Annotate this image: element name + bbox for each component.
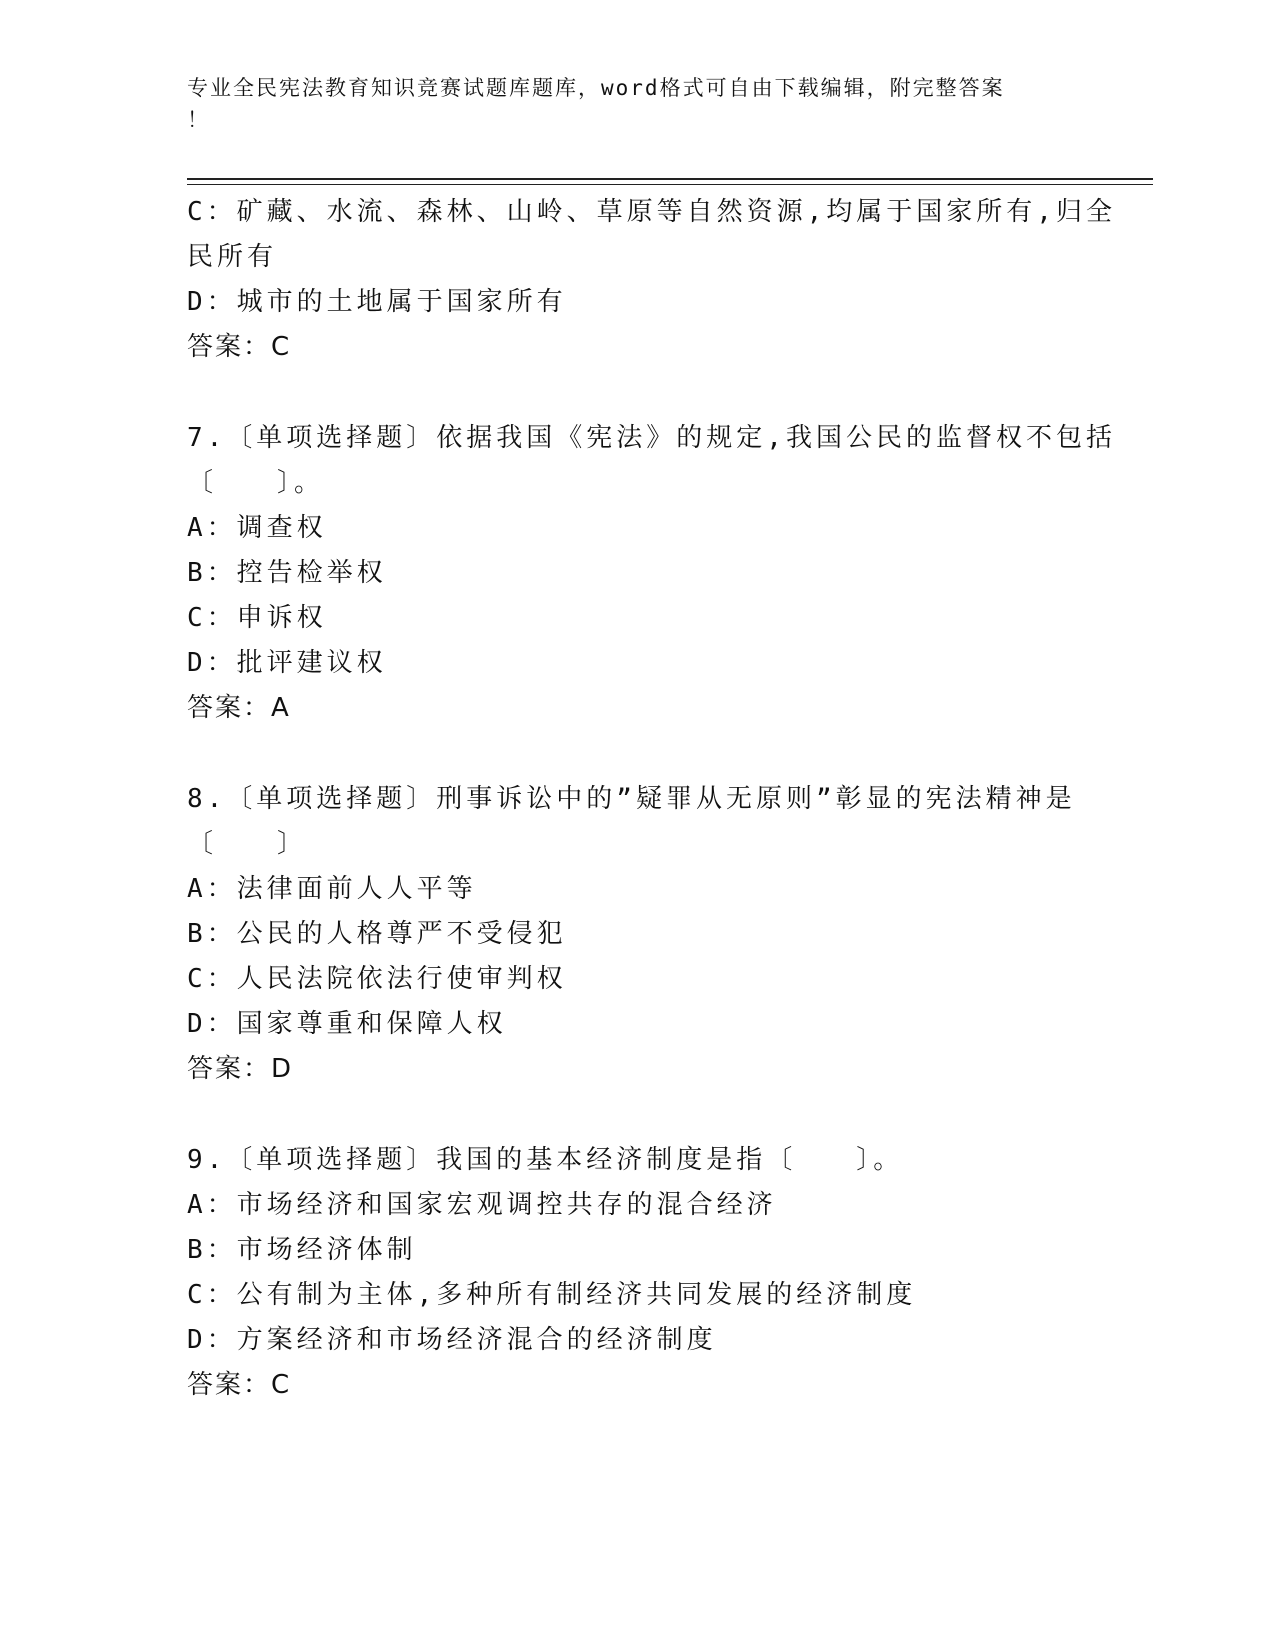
question-stem: 8.〔单项选择题〕刑事诉讼中的”疑罪从无原则”彰显的宪法精神是: [187, 784, 1076, 814]
header-text-line2: ！: [187, 108, 210, 132]
question-stem: 7.〔单项选择题〕依据我国《宪法》的规定,我国公民的监督权不包括: [187, 423, 1116, 453]
option-a: A：调查权: [187, 513, 327, 543]
answer: 答案：D: [187, 1054, 294, 1084]
option-a: A：法律面前人人平等: [187, 874, 477, 904]
option-a: A：市场经济和国家宏观调控共存的混合经济: [187, 1190, 777, 1220]
option-b: B：市场经济体制: [187, 1235, 417, 1265]
option-c: C：申诉权: [187, 603, 327, 633]
option-c: C：矿藏、水流、森林、山岭、草原等自然资源,均属于国家所有,归全: [187, 197, 1116, 227]
option-c: C：人民法院依法行使审判权: [187, 964, 567, 994]
question-stem: 9.〔单项选择题〕我国的基本经济制度是指〔 〕。: [187, 1145, 904, 1175]
answer: 答案：A: [187, 693, 291, 723]
question-stem-continued: 〔 〕: [187, 829, 308, 859]
option-c: C：公有制为主体,多种所有制经济共同发展的经济制度: [187, 1280, 917, 1310]
answer: 答案：C: [187, 332, 292, 362]
question-7: [187, 416, 1116, 731]
option-b: B：控告检举权: [187, 558, 387, 588]
answer: 答案：C: [187, 1370, 292, 1400]
question-stem-continued: 〔 〕。: [187, 468, 325, 498]
option-d: D：国家尊重和保障人权: [187, 1009, 507, 1039]
question-list: [187, 190, 1116, 1408]
question-6-continued: [187, 190, 1116, 370]
option-c-continued: 民所有: [187, 242, 278, 272]
header-divider-thin: [187, 184, 1153, 185]
option-d: D：批评建议权: [187, 648, 387, 678]
option-d: D：城市的土地属于国家所有: [187, 287, 567, 317]
option-d: D：方案经济和市场经济混合的经济制度: [187, 1325, 717, 1355]
header-text-line1: 专业全民宪法教育知识竞赛试题库题库，word格式可自由下载编辑，附完整答案: [187, 76, 1005, 100]
question-8: [187, 777, 1087, 1092]
question-9: [187, 1138, 1087, 1408]
document-header: [187, 72, 1067, 136]
header-divider-thick: [187, 178, 1153, 180]
option-b: B：公民的人格尊严不受侵犯: [187, 919, 567, 949]
